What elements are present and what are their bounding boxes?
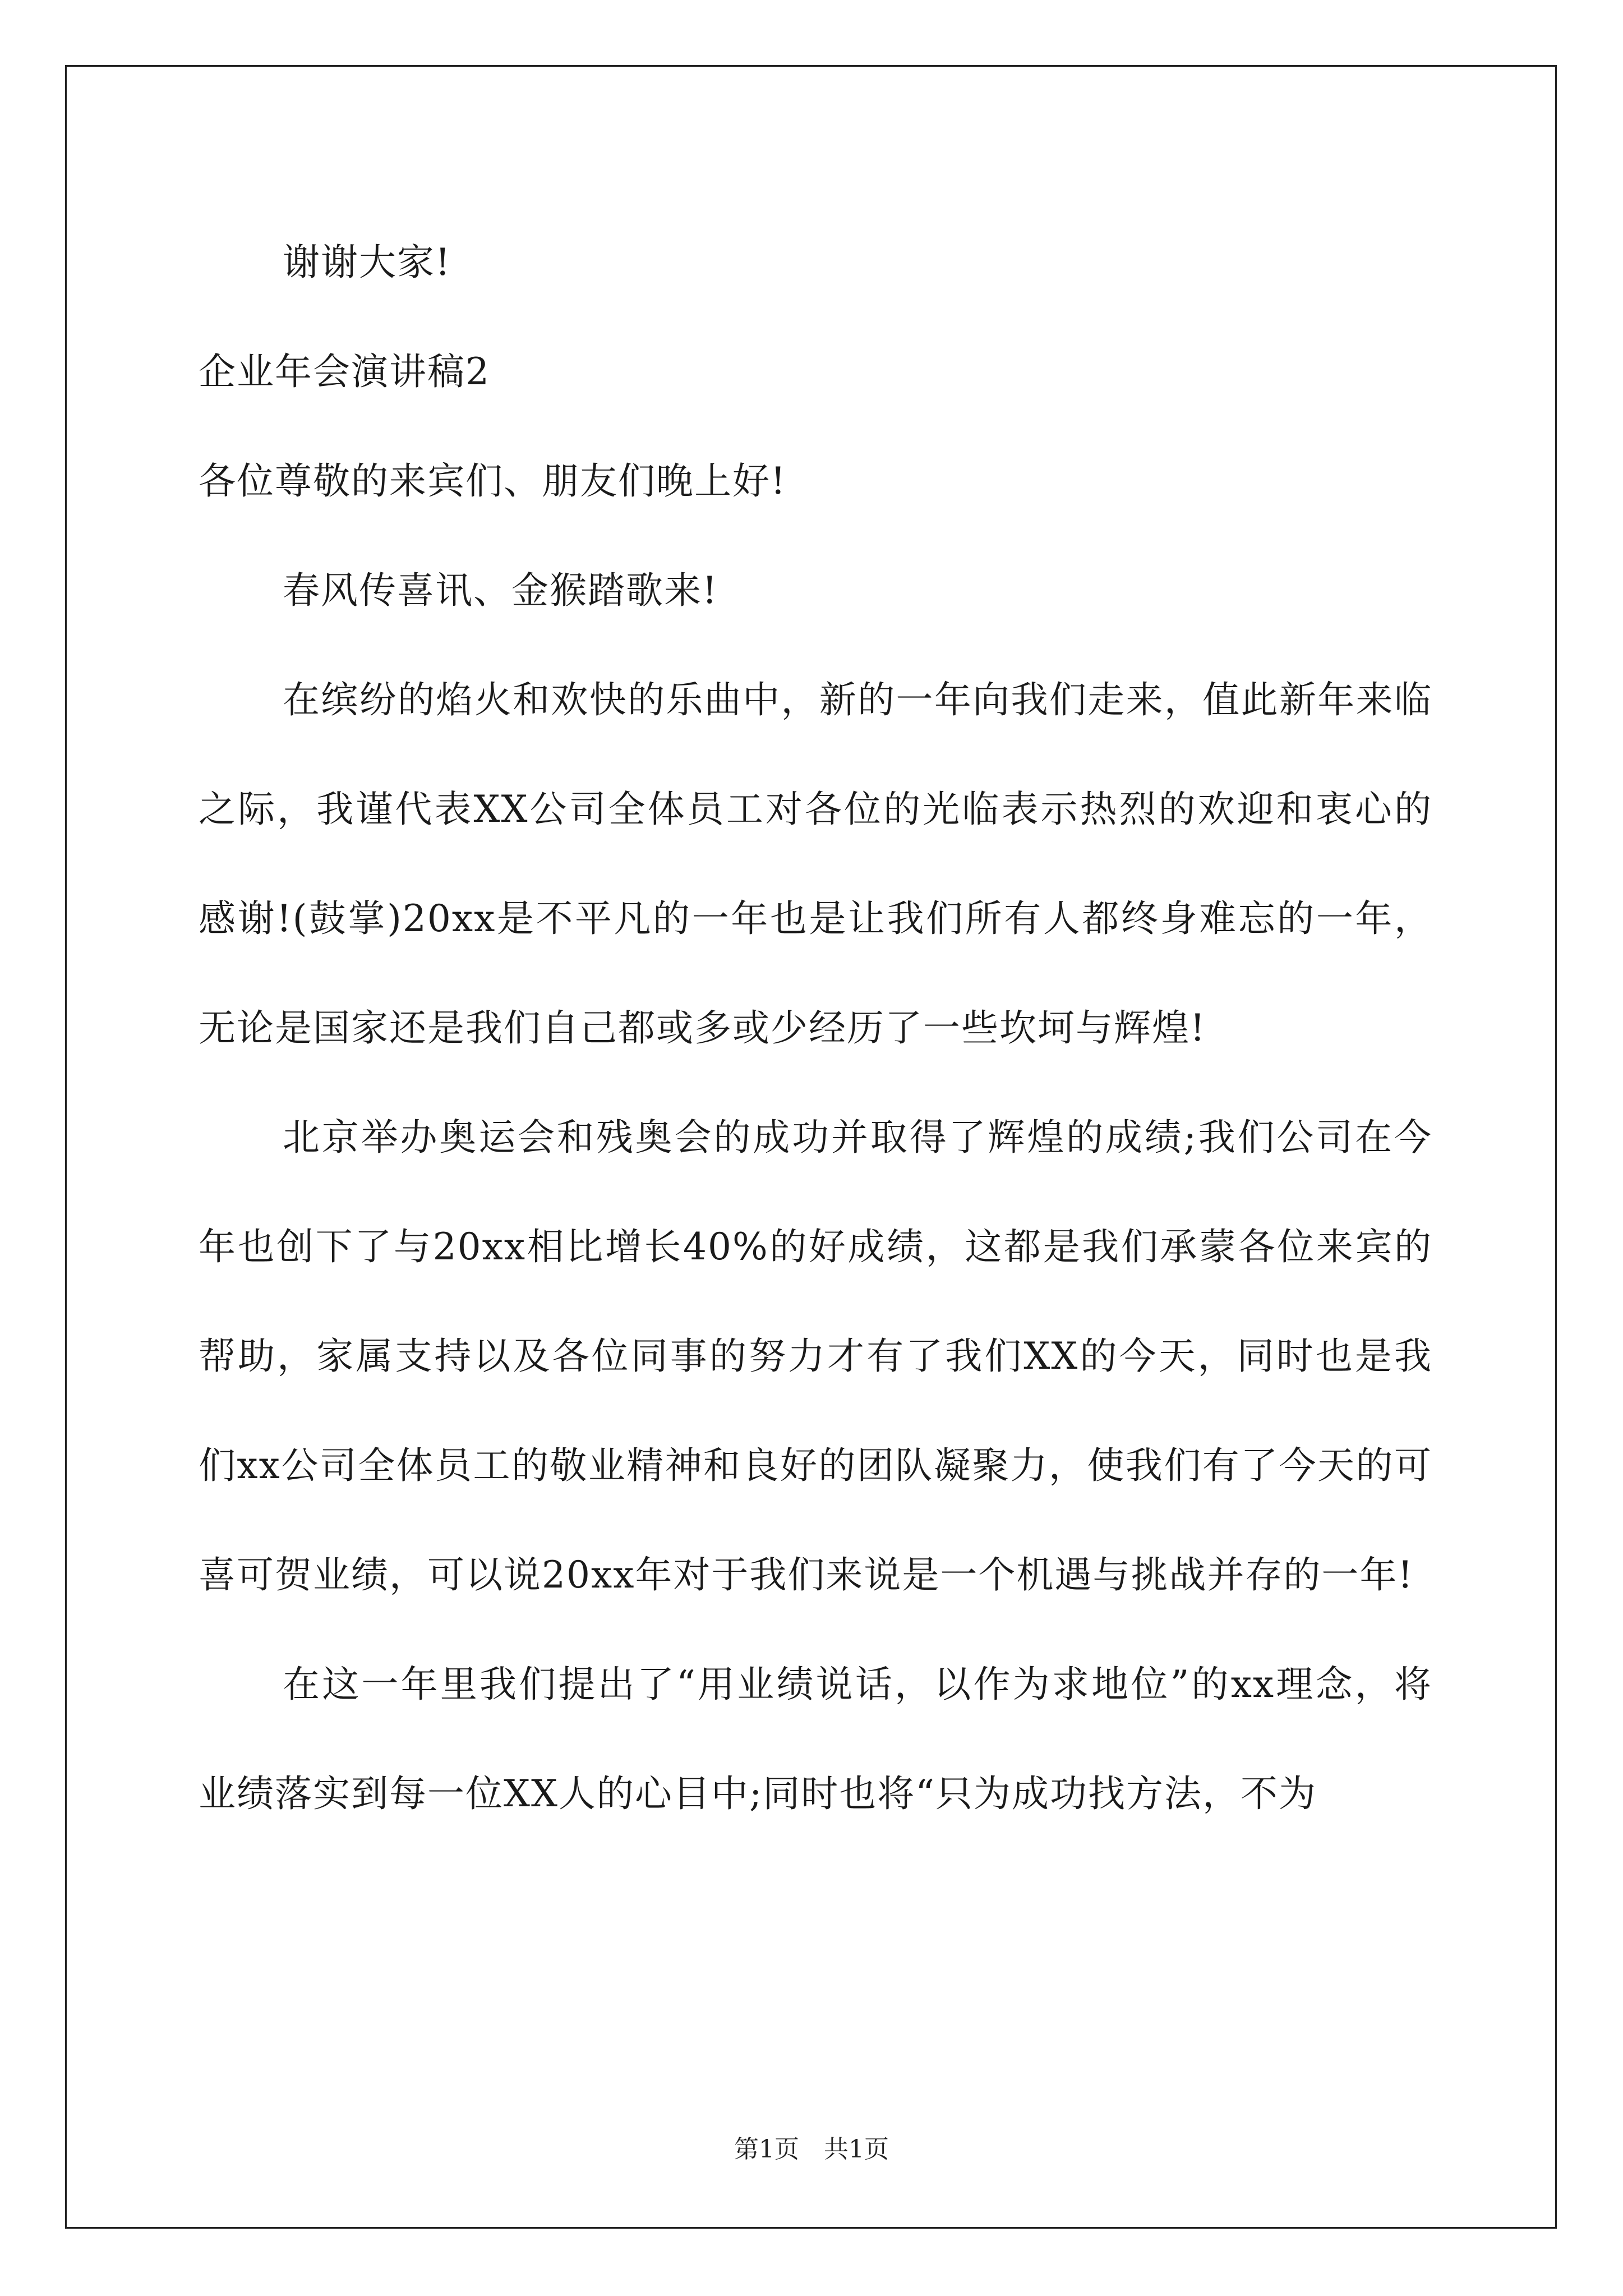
paragraph-greeting: 各位尊敬的来宾们、朋友们晚上好! [199, 459, 787, 503]
paragraph-new-year: 在缤纷的焰火和欢快的乐曲中，新的一年向我们走来，值此新年来临之际，我谨代表XX公司全体员工对各位的光临表示热烈的欢迎和衷心的感谢!(鼓掌)20xx是不平凡的一年也是让我们所有人都终身难忘的一年，无论是国家还是我们自己都或多或少经历了一些坎坷与辉煌! [199, 678, 1432, 1050]
paragraph-achievements: 北京举办奥运会和残奥会的成功并取得了辉煌的成绩;我们公司在今年也创下了与20xx相比增长40%的好成绩，这都是我们承蒙各位来宾的帮助，家属支持以及各位同事的努力才有了我们XX的今天，同时也是我们xx公司全体员工的敬业精神和良好的团队凝聚力，使我们有了今天的可喜可贺业绩，可以说20xx年对于我们来说是一个机遇与挑战并存的一年! [199, 1116, 1432, 1596]
section-title: 企业年会演讲稿2 [199, 350, 490, 393]
paragraph-spring: 春风传喜讯、金猴踏歌来! [283, 569, 718, 612]
paragraph-philosophy: 在这一年里我们提出了“用业绩说话，以作为求地位”的xx理念，将业绩落实到每一位XX人的心目中;同时也将“只为成功找方法，不为 [199, 1663, 1432, 1815]
paragraph-thanks: 谢谢大家! [283, 241, 451, 284]
page-number-footer: 第1页 共1页 [734, 2135, 889, 2164]
document-body [199, 208, 1432, 1848]
